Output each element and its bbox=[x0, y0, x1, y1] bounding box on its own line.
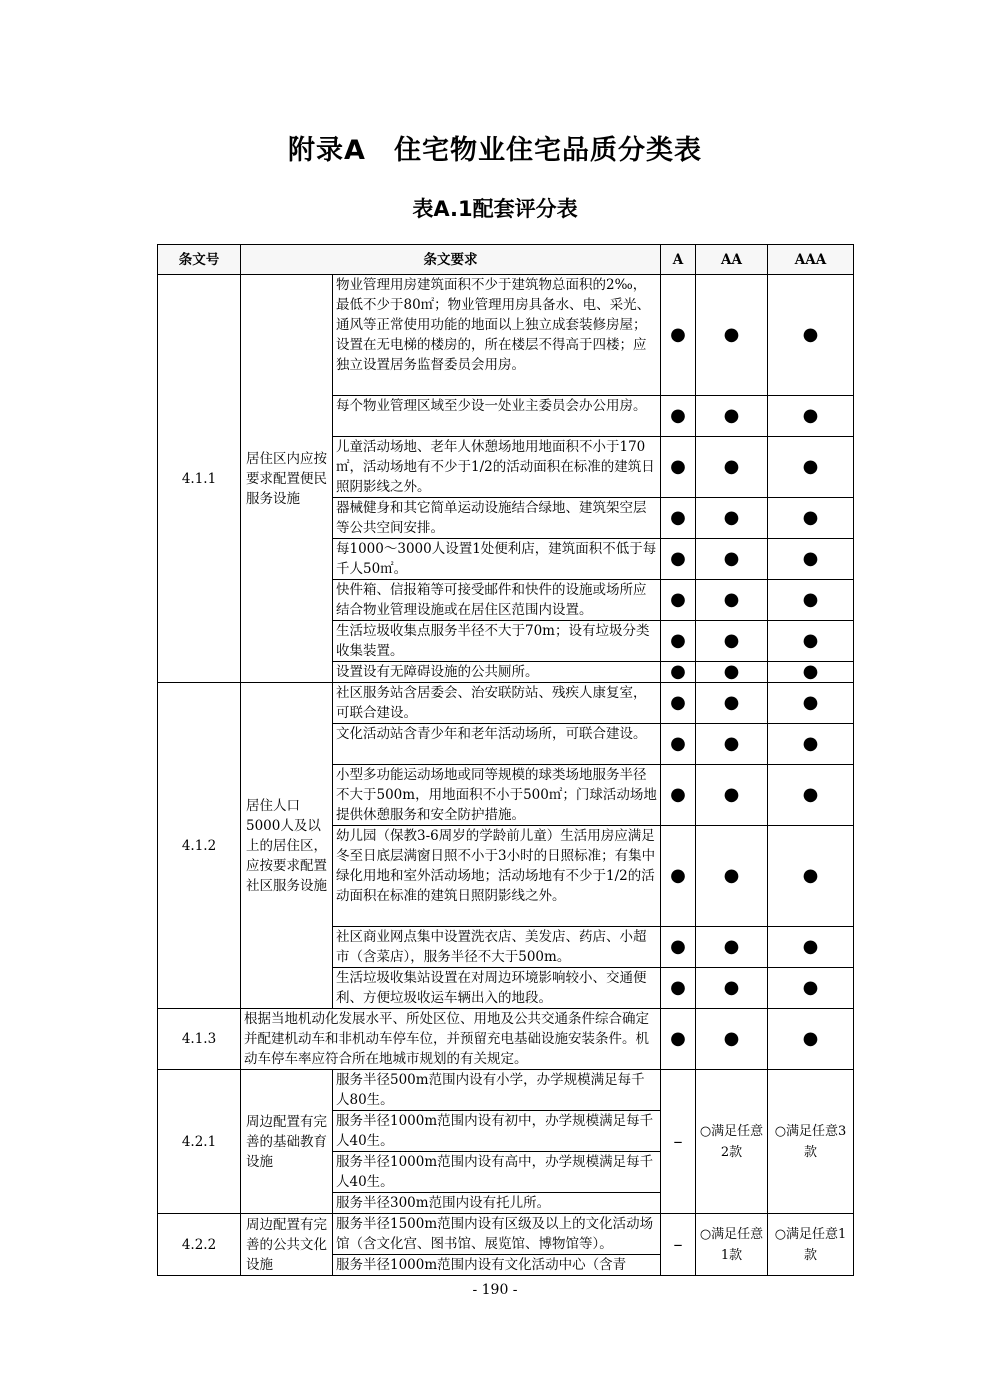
requirement-text: 服务半径1000m范围内设有初中，办学规模满足每千人40生。 bbox=[333, 1111, 661, 1152]
mark-aa: ● bbox=[696, 539, 768, 580]
mark-a: ● bbox=[661, 765, 696, 826]
mark-aaa: ○满足任意3款 bbox=[768, 1070, 854, 1214]
requirement-text: 文化活动站含青少年和老年活动场所，可联合建设。 bbox=[333, 724, 661, 765]
mark-aaa: ● bbox=[768, 683, 854, 724]
requirement-text: 服务半径500m范围内设有小学，办学规模满足每千人80生。 bbox=[333, 1070, 661, 1111]
table-row bbox=[158, 1009, 854, 1070]
table-header-row bbox=[158, 245, 854, 275]
mark-aaa: ● bbox=[768, 580, 854, 621]
mark-aa: ● bbox=[696, 968, 768, 1009]
mark-aa: ● bbox=[696, 662, 768, 683]
requirement-text: 儿童活动场地、老年人休憩场地用地面积不小于170㎡，活动场地有不少于1/2的活动面积在标准的建筑日照阴影线之外。 bbox=[333, 437, 661, 498]
clause-number: 4.2.1 bbox=[158, 1070, 241, 1214]
table-row bbox=[158, 683, 854, 724]
mark-a: – bbox=[661, 1214, 696, 1276]
table-title: 表A.1配套评分表 bbox=[412, 197, 578, 221]
mark-aaa: ● bbox=[768, 724, 854, 765]
mark-a: ● bbox=[661, 396, 696, 437]
mark-aaa: ● bbox=[768, 927, 854, 968]
mark-aa: ● bbox=[696, 927, 768, 968]
mark-aa: ● bbox=[696, 1009, 768, 1070]
clause-number: 4.1.3 bbox=[158, 1009, 241, 1070]
mark-aaa: ● bbox=[768, 662, 854, 683]
requirement-text: 根据当地机动化发展水平、所处区位、用地及公共交通条件综合确定并配建机动车和非机动车停车位，并预留充电基础设施安装条件。机动车停车率应符合所在地城市规划的有关规定。 bbox=[241, 1009, 661, 1070]
requirement-text: 每1000～3000人设置1处便利店，建筑面积不低于每千人50㎡。 bbox=[333, 539, 661, 580]
table-row bbox=[158, 1214, 854, 1255]
mark-aaa: ● bbox=[768, 826, 854, 927]
clause-category: 周边配置有完善的基础教育设施 bbox=[241, 1070, 333, 1214]
mark-aa: ● bbox=[696, 498, 768, 539]
requirement-text: 物业管理用房建筑面积不少于建筑物总面积的2‰，最低不少于80㎡；物业管理用房具备水、电、采光、通风等正常使用功能的地面以上独立成套装修房屋；设置在无电梯的楼房的，所在楼层不得高于四楼；应独立设置居务监督委员会用房。 bbox=[333, 275, 661, 396]
mark-aa: ● bbox=[696, 580, 768, 621]
mark-a: ● bbox=[661, 826, 696, 927]
requirement-text: 小型多功能运动场地或同等规模的球类场地服务半径不大于500m，用地面积不小于500㎡；门球活动场地提供休憩服务和安全防护措施。 bbox=[333, 765, 661, 826]
mark-aaa: ● bbox=[768, 621, 854, 662]
mark-aa: ● bbox=[696, 724, 768, 765]
mark-aaa: ● bbox=[768, 968, 854, 1009]
mark-a: ● bbox=[661, 662, 696, 683]
requirement-text: 服务半径1000m范围内设有高中，办学规模满足每千人40生。 bbox=[333, 1152, 661, 1193]
mark-aa: ● bbox=[696, 765, 768, 826]
mark-aa: ● bbox=[696, 826, 768, 927]
requirement-text: 快件箱、信报箱等可接受邮件和快件的设施或场所应结合物业管理设施或在居住区范围内设置。 bbox=[333, 580, 661, 621]
mark-aa: ● bbox=[696, 621, 768, 662]
header-aaa: AAA bbox=[768, 245, 854, 275]
requirement-text: 生活垃圾收集点服务半径不大于70m；设有垃圾分类收集装置。 bbox=[333, 621, 661, 662]
requirement-text: 幼儿园（保教3-6周岁的学龄前儿童）生活用房应满足冬至日底层满窗日照不小于3小时的日照标准；有集中绿化用地和室外活动场地；活动场地有不少于1/2的活动面积在标准的建筑日照阴影线之外。 bbox=[333, 826, 661, 927]
mark-aa: ● bbox=[696, 396, 768, 437]
mark-aa: ○满足任意2款 bbox=[696, 1070, 768, 1214]
table-row bbox=[158, 1070, 854, 1111]
requirement-text: 服务半径1000m范围内设有文化活动中心（含青 bbox=[333, 1255, 661, 1276]
table-row bbox=[158, 275, 854, 396]
mark-aaa: ● bbox=[768, 539, 854, 580]
mark-a: ● bbox=[661, 621, 696, 662]
mark-aaa: ○满足任意1款 bbox=[768, 1214, 854, 1276]
requirement-text: 每个物业管理区域至少设一处业主委员会办公用房。 bbox=[333, 396, 661, 437]
mark-aa: ● bbox=[696, 683, 768, 724]
mark-a: ● bbox=[661, 968, 696, 1009]
header-a: A bbox=[661, 245, 696, 275]
requirement-text: 服务半径300m范围内设有托儿所。 bbox=[333, 1193, 661, 1214]
mark-a: ● bbox=[661, 683, 696, 724]
requirement-text: 生活垃圾收集站设置在对周边环境影响较小、交通便利、方便垃圾收运车辆出入的地段。 bbox=[333, 968, 661, 1009]
mark-aa: ○满足任意1款 bbox=[696, 1214, 768, 1276]
mark-aaa: ● bbox=[768, 498, 854, 539]
header-aa: AA bbox=[696, 245, 768, 275]
clause-number: 4.2.2 bbox=[158, 1214, 241, 1276]
appendix-title: 附录A 住宅物业住宅品质分类表 bbox=[288, 135, 702, 166]
mark-aa: ● bbox=[696, 437, 768, 498]
mark-aa: ● bbox=[696, 275, 768, 396]
mark-a: ● bbox=[661, 539, 696, 580]
requirement-text: 器械健身和其它简单运动设施结合绿地、建筑架空层等公共空间安排。 bbox=[333, 498, 661, 539]
mark-a: ● bbox=[661, 498, 696, 539]
mark-a: ● bbox=[661, 1009, 696, 1070]
mark-a: ● bbox=[661, 580, 696, 621]
header-requirement: 条文要求 bbox=[241, 245, 661, 275]
mark-aaa: ● bbox=[768, 275, 854, 396]
requirement-text: 社区商业网点集中设置洗衣店、美发店、药店、小超市（含菜店），服务半径不大于500m。 bbox=[333, 927, 661, 968]
clause-category: 周边配置有完善的公共文化设施 bbox=[241, 1214, 333, 1276]
mark-aaa: ● bbox=[768, 437, 854, 498]
mark-a: ● bbox=[661, 275, 696, 396]
clause-category: 居住区内应按要求配置便民服务设施 bbox=[241, 275, 333, 683]
scoring-table bbox=[157, 244, 854, 1276]
mark-a: ● bbox=[661, 437, 696, 498]
mark-a: ● bbox=[661, 927, 696, 968]
mark-a: – bbox=[661, 1070, 696, 1214]
requirement-text: 服务半径1500m范围内设有区级及以上的文化活动场馆（含文化宫、图书馆、展览馆、博物馆等）。 bbox=[333, 1214, 661, 1255]
clause-number: 4.1.1 bbox=[158, 275, 241, 683]
clause-number: 4.1.2 bbox=[158, 683, 241, 1009]
header-clause: 条文号 bbox=[158, 245, 241, 275]
clause-category: 居住人口5000人及以上的居住区，应按要求配置社区服务设施 bbox=[241, 683, 333, 1009]
mark-aaa: ● bbox=[768, 765, 854, 826]
requirement-text: 社区服务站含居委会、治安联防站、残疾人康复室，可联合建设。 bbox=[333, 683, 661, 724]
mark-aaa: ● bbox=[768, 1009, 854, 1070]
requirement-text: 设置设有无障碍设施的公共厕所。 bbox=[333, 662, 661, 683]
page-number: - 190 - bbox=[472, 1282, 518, 1298]
mark-aaa: ● bbox=[768, 396, 854, 437]
mark-a: ● bbox=[661, 724, 696, 765]
